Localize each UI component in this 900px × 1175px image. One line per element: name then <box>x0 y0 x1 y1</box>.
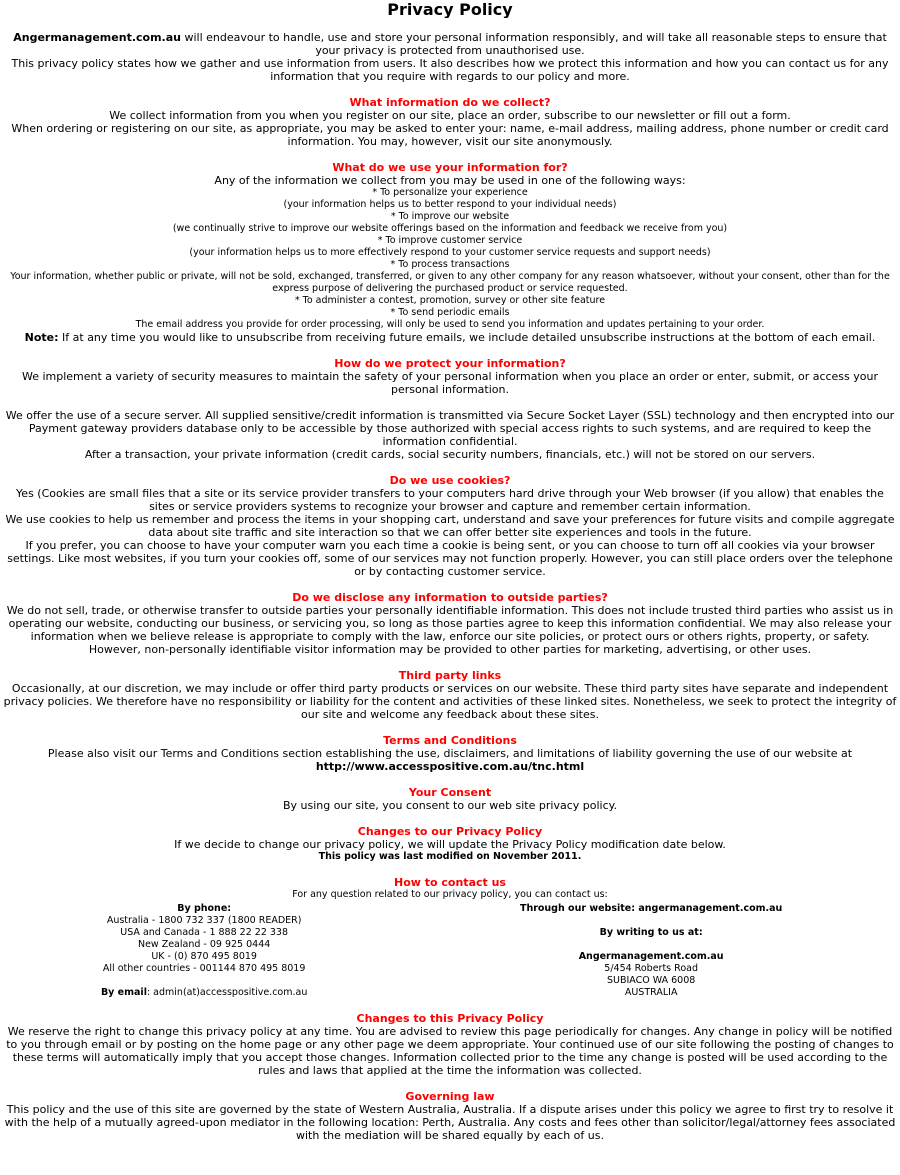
section-paragraph: Please also visit our Terms and Conditions section establishing the use, disclaimers, and limitations of liability governing the use of our website at <box>47 747 853 760</box>
section-title: Changes to our Privacy Policy <box>357 825 543 838</box>
list-item: * To administer a contest, promotion, survey or other site feature <box>294 295 606 306</box>
address-line: AUSTRALIA <box>624 987 678 998</box>
changes-section <box>3 825 897 863</box>
phone-line: USA and Canada - 1 888 22 22 338 <box>120 927 289 938</box>
protect-section <box>3 357 897 461</box>
section-title: Changes to this Privacy Policy <box>356 1012 544 1025</box>
section-title: Do we use cookies? <box>389 474 511 487</box>
note-paragraph <box>3 331 897 344</box>
section-title: What do we use your information for? <box>332 161 568 174</box>
section-paragraph: After a transaction, your private information (credit cards, social security numbers, financials, etc.) will not be stored on our servers. <box>84 448 816 461</box>
email-line <box>3 987 405 999</box>
list-item: (your information helps us to more effectively respond to your customer service requests and support needs) <box>189 247 711 258</box>
section-paragraph: We implement a variety of security measures to maintain the safety of your personal information when you place an order or enter, submit, or access your personal information. <box>21 370 879 396</box>
section-paragraph: We offer the use of a secure server. All supplied sensitive/credit information is transmitted via Secure Socket Layer (SSL) technology and then encrypted into our Payment gateway providers database only to be accessible by those authorized with special access rights to such systems, and are required to keep the information confidential. <box>5 409 895 448</box>
spacer <box>405 915 897 927</box>
intro-text: will endeavour to handle, use and store your personal information responsibly, and will take all reasonable steps to ensure that your privacy is protected from unauthorised use. <box>180 31 887 57</box>
terms-section <box>3 734 897 773</box>
section-paragraph: If we decide to change our privacy policy, we will update the Privacy Policy modification date below. <box>174 838 726 851</box>
section-paragraph: We use cookies to help us remember and process the items in your shopping cart, understand and save your preferences for future visits and compile aggregate data about site traffic and site interaction so that we can offer better site experiences and tools in the future. <box>5 513 895 539</box>
spacer <box>405 939 897 951</box>
section-title: Third party links <box>398 669 502 682</box>
section-paragraph: Occasionally, at our discretion, we may include or offer third party products or services on our website. These third party sites have separate and independent privacy policies. We therefore have no responsibility or liability for the content and activities of these linked sites. Nonetheless, we seek to protect the integrity of our site and welcome any feedback about these sites. <box>3 682 897 721</box>
contact-columns <box>3 903 897 999</box>
section-paragraph: We do not sell, trade, or otherwise transfer to outside parties your personally identifiable information. This does not include trusted third parties who assist us in operating our website, conducting our business, or servicing you, so long as those parties agree to keep this information confidential. We may also release your information when we believe release is appropriate to comply with the law, enforce our site policies, or protect ours or others rights, property, or safety. However, non-personally identifiable visitor information may be provided to other parties for marketing, advertising, or other uses. <box>6 604 894 656</box>
section-paragraph: Yes (Cookies are small files that a site or its service provider transfers to your computers hard drive through your Web browser (if you allow) that enables the sites or service providers systems to recognize your browser and capture and remember certain information. <box>16 487 884 513</box>
address-line: 5/454 Roberts Road <box>604 963 698 974</box>
consent-section <box>3 786 897 812</box>
phone-line: New Zealand - 09 925 0444 <box>137 939 271 950</box>
email-value: : admin(at)accesspositive.com.au <box>146 987 308 998</box>
note-label: Note: <box>24 331 59 344</box>
address-line: Angermanagement.com.au <box>578 951 724 962</box>
intro-paragraph-2: This privacy policy states how we gather and use information from users. It also describes how we protect this information and how you can contact us for any information that you require with regards to our policy and more. <box>11 57 889 83</box>
list-item: The email address you provide for order processing, will only be used to send you information and updates pertaining to your order. <box>135 319 765 330</box>
section-title: Governing law <box>405 1090 495 1103</box>
section-title: Your Consent <box>408 786 492 799</box>
list-item: * To improve our website <box>390 211 510 222</box>
section-paragraph: This policy and the use of this site are governed by the state of Western Australia, Australia. If a dispute arises under this policy we agree to first try to resolve it with the help of a mutually agreed-upon mediator in the following location: Perth, Australia. Any costs and fees other than solicitor/legal/attorney fees associated with the mediation will be shared equally by each of us. <box>4 1103 896 1142</box>
section-title: How do we protect your information? <box>334 357 566 370</box>
contact-section <box>3 876 897 999</box>
list-item: * To improve customer service <box>377 235 523 246</box>
section-paragraph: We reserve the right to change this privacy policy at any time. You are advised to review this page periodically for changes. Any change in policy will be notified to you through email or by posting on the home page or any other page we deem appropriate. Your continued use of our site following the posting of changes to these terms will automatically imply that you accept those changes. Information collected prior to the time any change is posted will be used according to the rules and laws that applied at the time the information was collected. <box>6 1025 894 1077</box>
terms-link[interactable]: http://www.accesspositive.com.au/tnc.html <box>315 760 585 773</box>
section-title: What information do we collect? <box>349 96 551 109</box>
modified-date: This policy was last modified on November 2011. <box>318 851 582 862</box>
intro-paragraph <box>3 31 897 57</box>
list-item: * To process transactions <box>390 259 510 270</box>
contact-address-column <box>405 903 897 999</box>
list-item: * To personalize your experience <box>372 187 528 198</box>
site-name: Angermanagement.com.au <box>13 31 181 44</box>
phone-line: Australia - 1800 732 337 (1800 READER) <box>106 915 302 926</box>
spacer <box>3 975 405 987</box>
section-paragraph: We collect information from you when you register on our site, place an order, subscribe to our newsletter or fill out a form. <box>109 109 791 122</box>
list-item: Your information, whether public or private, will not be sold, exchanged, transferred, or given to any other company for any reason whatsoever, without your consent, other than for the express purpose of delivering the purchased product or service requested. <box>10 271 890 294</box>
page-title: Privacy Policy <box>387 0 513 18</box>
list-item: (your information helps us to better respond to your individual needs) <box>283 199 617 210</box>
writing-label: By writing to us at: <box>599 927 703 938</box>
list-item: (we continually strive to improve our website offerings based on the information and feedback we receive from you) <box>172 223 728 234</box>
phone-line: UK - (0) 870 495 8019 <box>151 951 257 962</box>
section-title: Do we disclose any information to outside parties? <box>292 591 608 604</box>
third-party-section <box>3 669 897 721</box>
section-paragraph: If you prefer, you can choose to have your computer warn you each time a cookie is being sent, or you can choose to turn off all cookies via your browser settings. Like most websites, if you turn your cookies off, some of our services may not function properly. However, you can still place orders over the telephone or by contacting customer service. <box>7 539 893 578</box>
section-paragraph: For any question related to our privacy policy, you can contact us: <box>292 889 608 900</box>
address-line: SUBIACO WA 6008 <box>606 975 696 986</box>
list-item: * To send periodic emails <box>390 307 510 318</box>
phone-line: All other countries - 001144 870 495 8019 <box>102 963 306 974</box>
contact-phone-column <box>3 903 405 999</box>
section-title: How to contact us <box>394 876 506 889</box>
note-text: If at any time you would like to unsubscribe from receiving future emails, we include detailed unsubscribe instructions at the bottom of each email. <box>58 331 876 344</box>
use-section <box>3 161 897 344</box>
section-paragraph: By using our site, you consent to our web site privacy policy. <box>282 799 618 812</box>
changes-this-section <box>3 1012 897 1077</box>
section-paragraph: When ordering or registering on our site, as appropriate, you may be asked to enter your: name, e-mail address, mailing address, phone number or credit card information. You may, however, visit our site anonymously. <box>11 122 889 148</box>
section-paragraph: Any of the information we collect from you may be used in one of the following ways: <box>214 174 686 187</box>
website-line: Through our website: angermanagement.com.au <box>519 903 783 914</box>
governing-section <box>3 1090 897 1142</box>
spacer <box>3 396 897 409</box>
email-label: By email <box>100 987 147 998</box>
section-title: Terms and Conditions <box>383 734 517 747</box>
cookies-section <box>3 474 897 578</box>
collect-section <box>3 96 897 148</box>
phone-label: By phone: <box>177 903 232 914</box>
intro-section <box>3 31 897 83</box>
disclose-section <box>3 591 897 656</box>
